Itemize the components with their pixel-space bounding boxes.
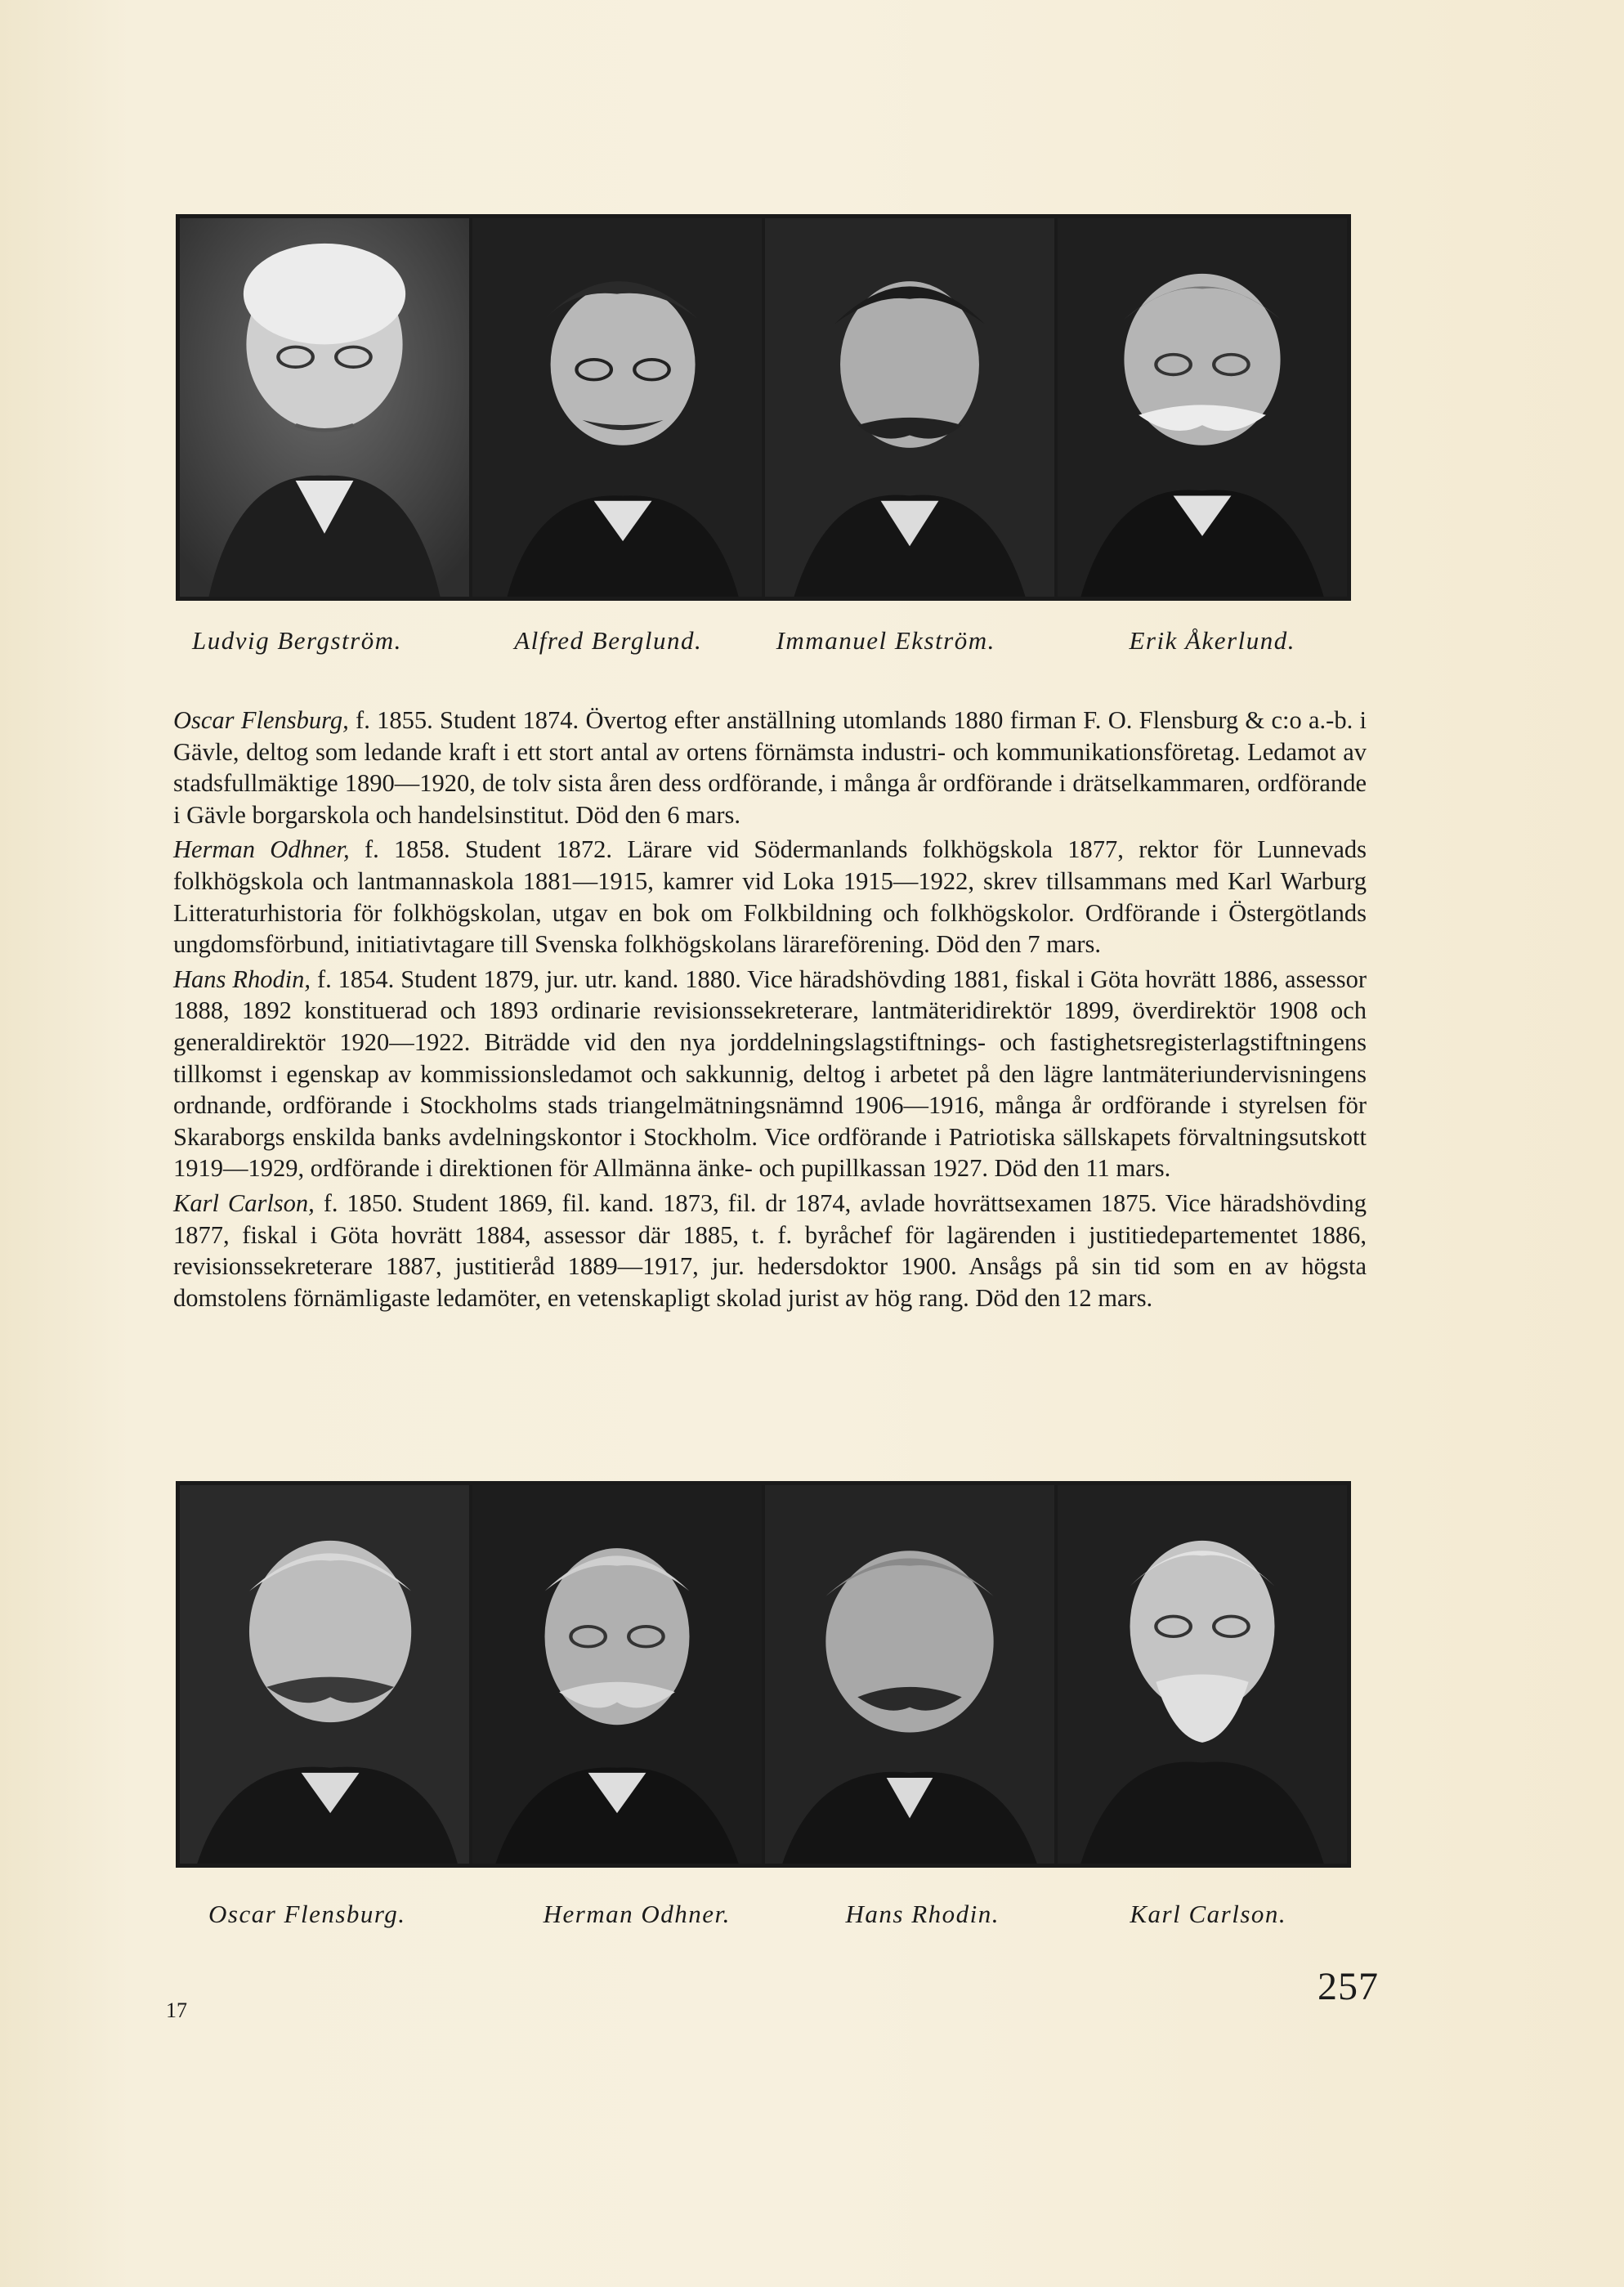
- bio-text: f. 1855. Student 1874. Övertog efter anställning utomlands 1880 firman F. O. Flensburg & c:o a.-b. i Gävle, deltog som ledande kraft i ett stort antal av ortens förnämsta industri- och kommunikationsföretag. Ledamot av stadsfullmäktige 1890—1920, de tolv sista åren dess ordförande, i många år ordförande i drätselkammaren, ordförande i Gävle borgarskola och handelsinstitut. Död den 6 mars.: [173, 706, 1367, 829]
- portrait-caption: Herman Odhner.: [543, 1900, 731, 1928]
- bio-name: Karl Carlson,: [173, 1188, 315, 1217]
- portrait-photo: [765, 218, 1054, 597]
- portrait-photo: [472, 218, 762, 597]
- portrait-photo: [1058, 1485, 1347, 1864]
- biography-paragraph: [173, 1188, 1367, 1314]
- signature-mark: 17: [166, 1998, 187, 2022]
- biographies: [173, 705, 1367, 1317]
- bio-name: Hans Rhodin,: [173, 964, 311, 993]
- portrait-photo: [1058, 218, 1347, 597]
- biography-paragraph: [173, 964, 1367, 1184]
- bio-text: f. 1854. Student 1879, jur. utr. kand. 1880. Vice häradshövding 1881, fiskal i Göta hovrätt 1886, assessor 1888, 1892 konstituerad och 1893 ordinarie revisionssekreterare, lantmäteridirektör 1899, överdirektör 1908 och generaldirektör 1920—1922. Biträdde vid den nya jorddelningslagstiftnings- och fastighetsregisterlagstiftningens tillkomst i egenskap av kommissionsledamot och sakkunnig, deltog i arbetet på den lägre lantmäteriundervisningens ordnande, ordförande i Stockholms stads triangelmätningsnämnd 1906—1916, många år ordförande i styrelsen för Skaraborgs enskilda banks avdelningskontor i Stockholm. Vice ordförande i Patriotiska sällskapets förvaltningsutskott 1919—1929, ordförande i direktionen för Allmänna änke- och pupillkassan 1927. Död den 11 mars.: [173, 964, 1367, 1183]
- bio-text: f. 1850. Student 1869, fil. kand. 1873, fil. dr 1874, avlade hovrättsexamen 1875. Vice häradshövding 1877, fiskal i Göta hovrätt 1884, assessor där 1885, t. f. byråchef för lagärenden i justitiedepartementet 1886, revisionssekreterare 1887, justitieråd 1889—1917, jur. hedersdoktor 1900. Ansågs på sin tid som en av högsta domstolens förnämligaste ledamöter, en vetenskapligt skolad jurist av hög rang. Död den 12 mars.: [173, 1188, 1367, 1312]
- biography-paragraph: [173, 834, 1367, 960]
- portrait-caption: Immanuel Ekström.: [776, 626, 995, 655]
- portrait-captions-top: [176, 626, 1351, 656]
- bio-name: Herman Odhner,: [173, 835, 350, 864]
- portrait-caption: Oscar Flensburg.: [208, 1900, 406, 1928]
- portrait-caption: Ludvig Bergström.: [192, 626, 402, 655]
- portrait-caption: Karl Carlson.: [1130, 1900, 1287, 1928]
- portrait-photo: [765, 1485, 1054, 1864]
- portrait-captions-bottom: [176, 1900, 1351, 1929]
- page-number: 257: [1318, 1965, 1379, 2008]
- bio-name: Oscar Flensburg,: [173, 706, 349, 734]
- portrait-strip-bottom: [176, 1481, 1351, 1868]
- portrait-strip-top: [176, 214, 1351, 601]
- portrait-caption: Alfred Berglund.: [514, 626, 703, 655]
- portrait-photo: [180, 1485, 469, 1864]
- portrait-photo: [180, 218, 469, 597]
- biography-paragraph: [173, 705, 1367, 830]
- portrait-photo: [472, 1485, 762, 1864]
- portrait-caption: Erik Åkerlund.: [1129, 626, 1295, 655]
- portrait-caption: Hans Rhodin.: [845, 1900, 1000, 1928]
- bio-text: f. 1858. Student 1872. Lärare vid Södermanlands folkhögskola 1877, rektor för Lunnevads folkhögskola och lantmannaskola 1881—1915, kamrer vid Loka 1915—1922, skrev tillsammans med Karl Warburg Litteraturhistoria för folkhögskolan, utgav en bok om Folkbildning och folkhögskolor. Ordförande i Östergötlands ungdomsförbund, initiativtagare till Svenska folkhögskolans lärareförening. Död den 7 mars.: [173, 835, 1367, 959]
